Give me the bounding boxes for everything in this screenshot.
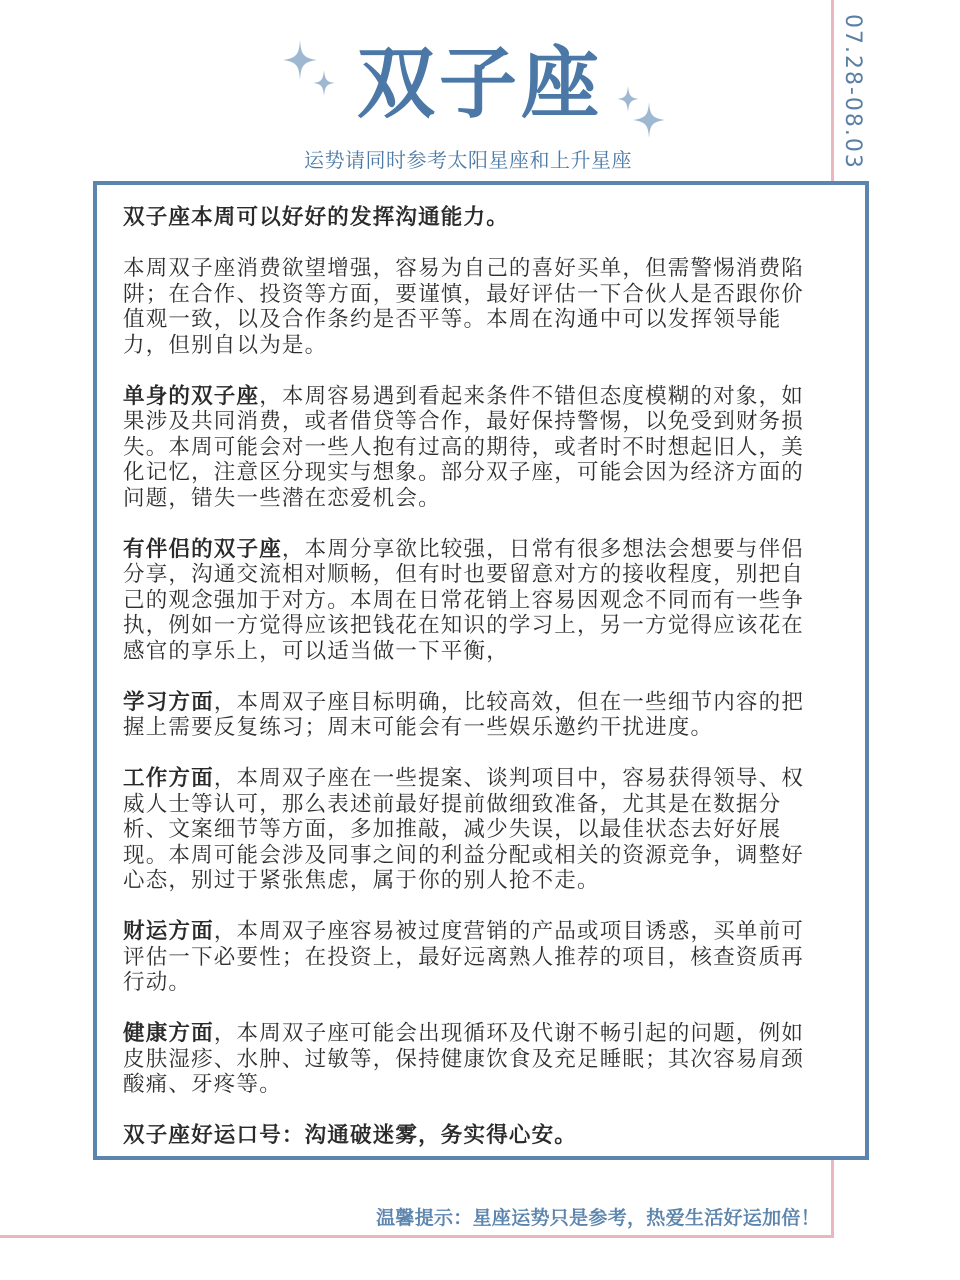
slogan-text: 双子座好运口号：沟通破迷雾，务实得心安。 [123, 1123, 578, 1148]
health-paragraph [123, 1021, 823, 1098]
work-text: ，本周双子座在一些提案、谈判项目中，容易获得领导、权威人士等认可，那么表述前最好提前做细致准备，尤其是在数据分析、文案细节等方面，多加推敲，减少失误，以最佳状态去好好展现。本周可能会涉及同事之间的利益分配或相关的资源竞争，调整好心态，别过于紧张焦虑，属于你的别人抢不走。 [123, 766, 805, 893]
wealth-text: ，本周双子座容易被过度营销的产品或项目诱惑，买单前可评估一下必要性；在投资上，最好远离熟人推荐的项目，核查资质再行动。 [123, 919, 805, 995]
single-paragraph [123, 384, 823, 512]
work-paragraph [123, 766, 823, 894]
study-text: ，本周双子座目标明确，比较高效，但在一些细节内容的把握上需要反复练习；周末可能会有一些娱乐邀约干扰进度。 [123, 689, 805, 740]
page-title: 双子座 [356, 39, 603, 129]
horoscope-content-box [93, 181, 869, 1160]
date-range: 07.28-08.03 [840, 14, 865, 170]
health-text: ，本周双子座可能会出现循环及代谢不畅引起的问题，例如皮肤湿疹、水肿、过敏等，保持健康饮食及充足睡眠；其次容易肩颈酸痛、牙疼等。 [123, 1021, 805, 1097]
horoscope-text [123, 205, 823, 1174]
header [0, 30, 960, 140]
study-label: 学习方面 [123, 689, 214, 715]
general-paragraph: 本周双子座消费欲望增强，容易为自己的喜好买单，但需警惕消费陷阱；在合作、投资等方面，要谨慎，最好评估一下合伙人是否跟你价值观一致，以及合作条约是否平等。本周在沟通中可以发挥领导能力，但别自以为是。 [123, 256, 805, 358]
health-label: 健康方面 [123, 1021, 214, 1046]
wealth-label: 财运方面 [123, 919, 214, 944]
wealth-paragraph [123, 919, 823, 996]
pink-frame-horizontal-line [0, 1235, 834, 1238]
subtitle: 运势请同时参考太阳星座和上升星座 [304, 148, 632, 172]
partner-label: 有伴侣的双子座 [123, 536, 282, 562]
work-label: 工作方面 [123, 766, 214, 791]
partner-text: ，本周分享欲比较强，日常有很多想法会想要与伴侣分享，沟通交流相对顺畅，但有时也要留意对方的接收程度，别把自己的观念强加于对方。本周在日常花销上容易因观念不同而有一些争执，例如一方觉得应该把钱花在知识的学习上，另一方觉得应该花在感官的享乐上，可以适当做一下平衡， [123, 536, 805, 664]
intro-text: 双子座本周可以好好的发挥沟通能力。 [123, 205, 509, 230]
sparkle-icon [633, 102, 665, 138]
footer-tip: 温馨提示：星座运势只是参考，热爱生活好运加倍！ [376, 1207, 820, 1229]
partner-paragraph [123, 537, 823, 665]
intro-paragraph [123, 205, 823, 231]
sparkle-icon [283, 40, 317, 80]
study-paragraph [123, 690, 823, 741]
single-text: ，本周容易遇到看起来条件不错但态度模糊的对象，如果涉及共同消费，或者借贷等合作，最好保持警惕，以免受到财务损失。本周可能会对一些人抱有过高的期待，或者时不时想起旧人，美化记忆，注意区分现实与想象。部分双子座，可能会因为经济方面的问题，错失一些潜在恋爱机会。 [123, 383, 805, 511]
single-label: 单身的双子座 [123, 383, 260, 409]
slogan-paragraph [123, 1123, 823, 1149]
